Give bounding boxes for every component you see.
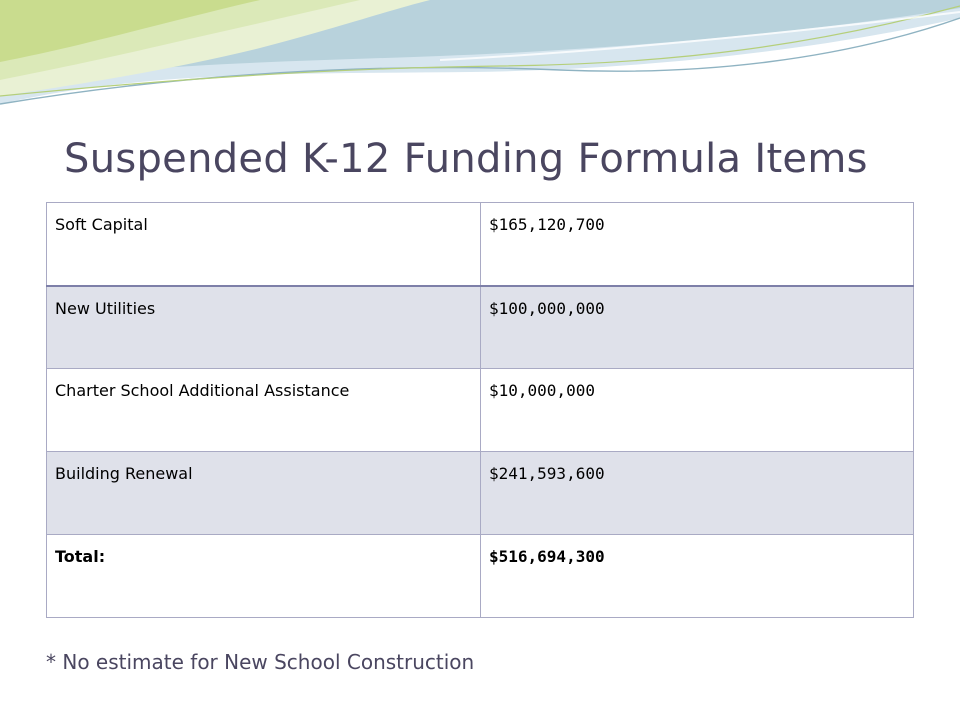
row-amount: $241,593,600 xyxy=(481,452,914,535)
table-row-total xyxy=(47,535,914,618)
row-label: New Utilities xyxy=(47,286,481,369)
row-label: Building Renewal xyxy=(47,452,481,535)
row-label: Soft Capital xyxy=(47,203,481,286)
table-row xyxy=(47,452,914,535)
header-wave-decoration xyxy=(0,0,960,130)
row-amount: $10,000,000 xyxy=(481,369,914,452)
row-label: Charter School Additional Assistance xyxy=(47,369,481,452)
footnote: * No estimate for New School Construction xyxy=(46,650,475,674)
funding-table xyxy=(46,202,914,618)
table-row xyxy=(47,286,914,369)
total-amount: $516,694,300 xyxy=(481,535,914,618)
table-row xyxy=(47,369,914,452)
row-amount: $165,120,700 xyxy=(481,203,914,286)
total-label: Total: xyxy=(47,535,481,618)
slide-title: Suspended K-12 Funding Formula Items xyxy=(64,136,868,182)
table-row xyxy=(47,203,914,286)
row-amount: $100,000,000 xyxy=(481,286,914,369)
